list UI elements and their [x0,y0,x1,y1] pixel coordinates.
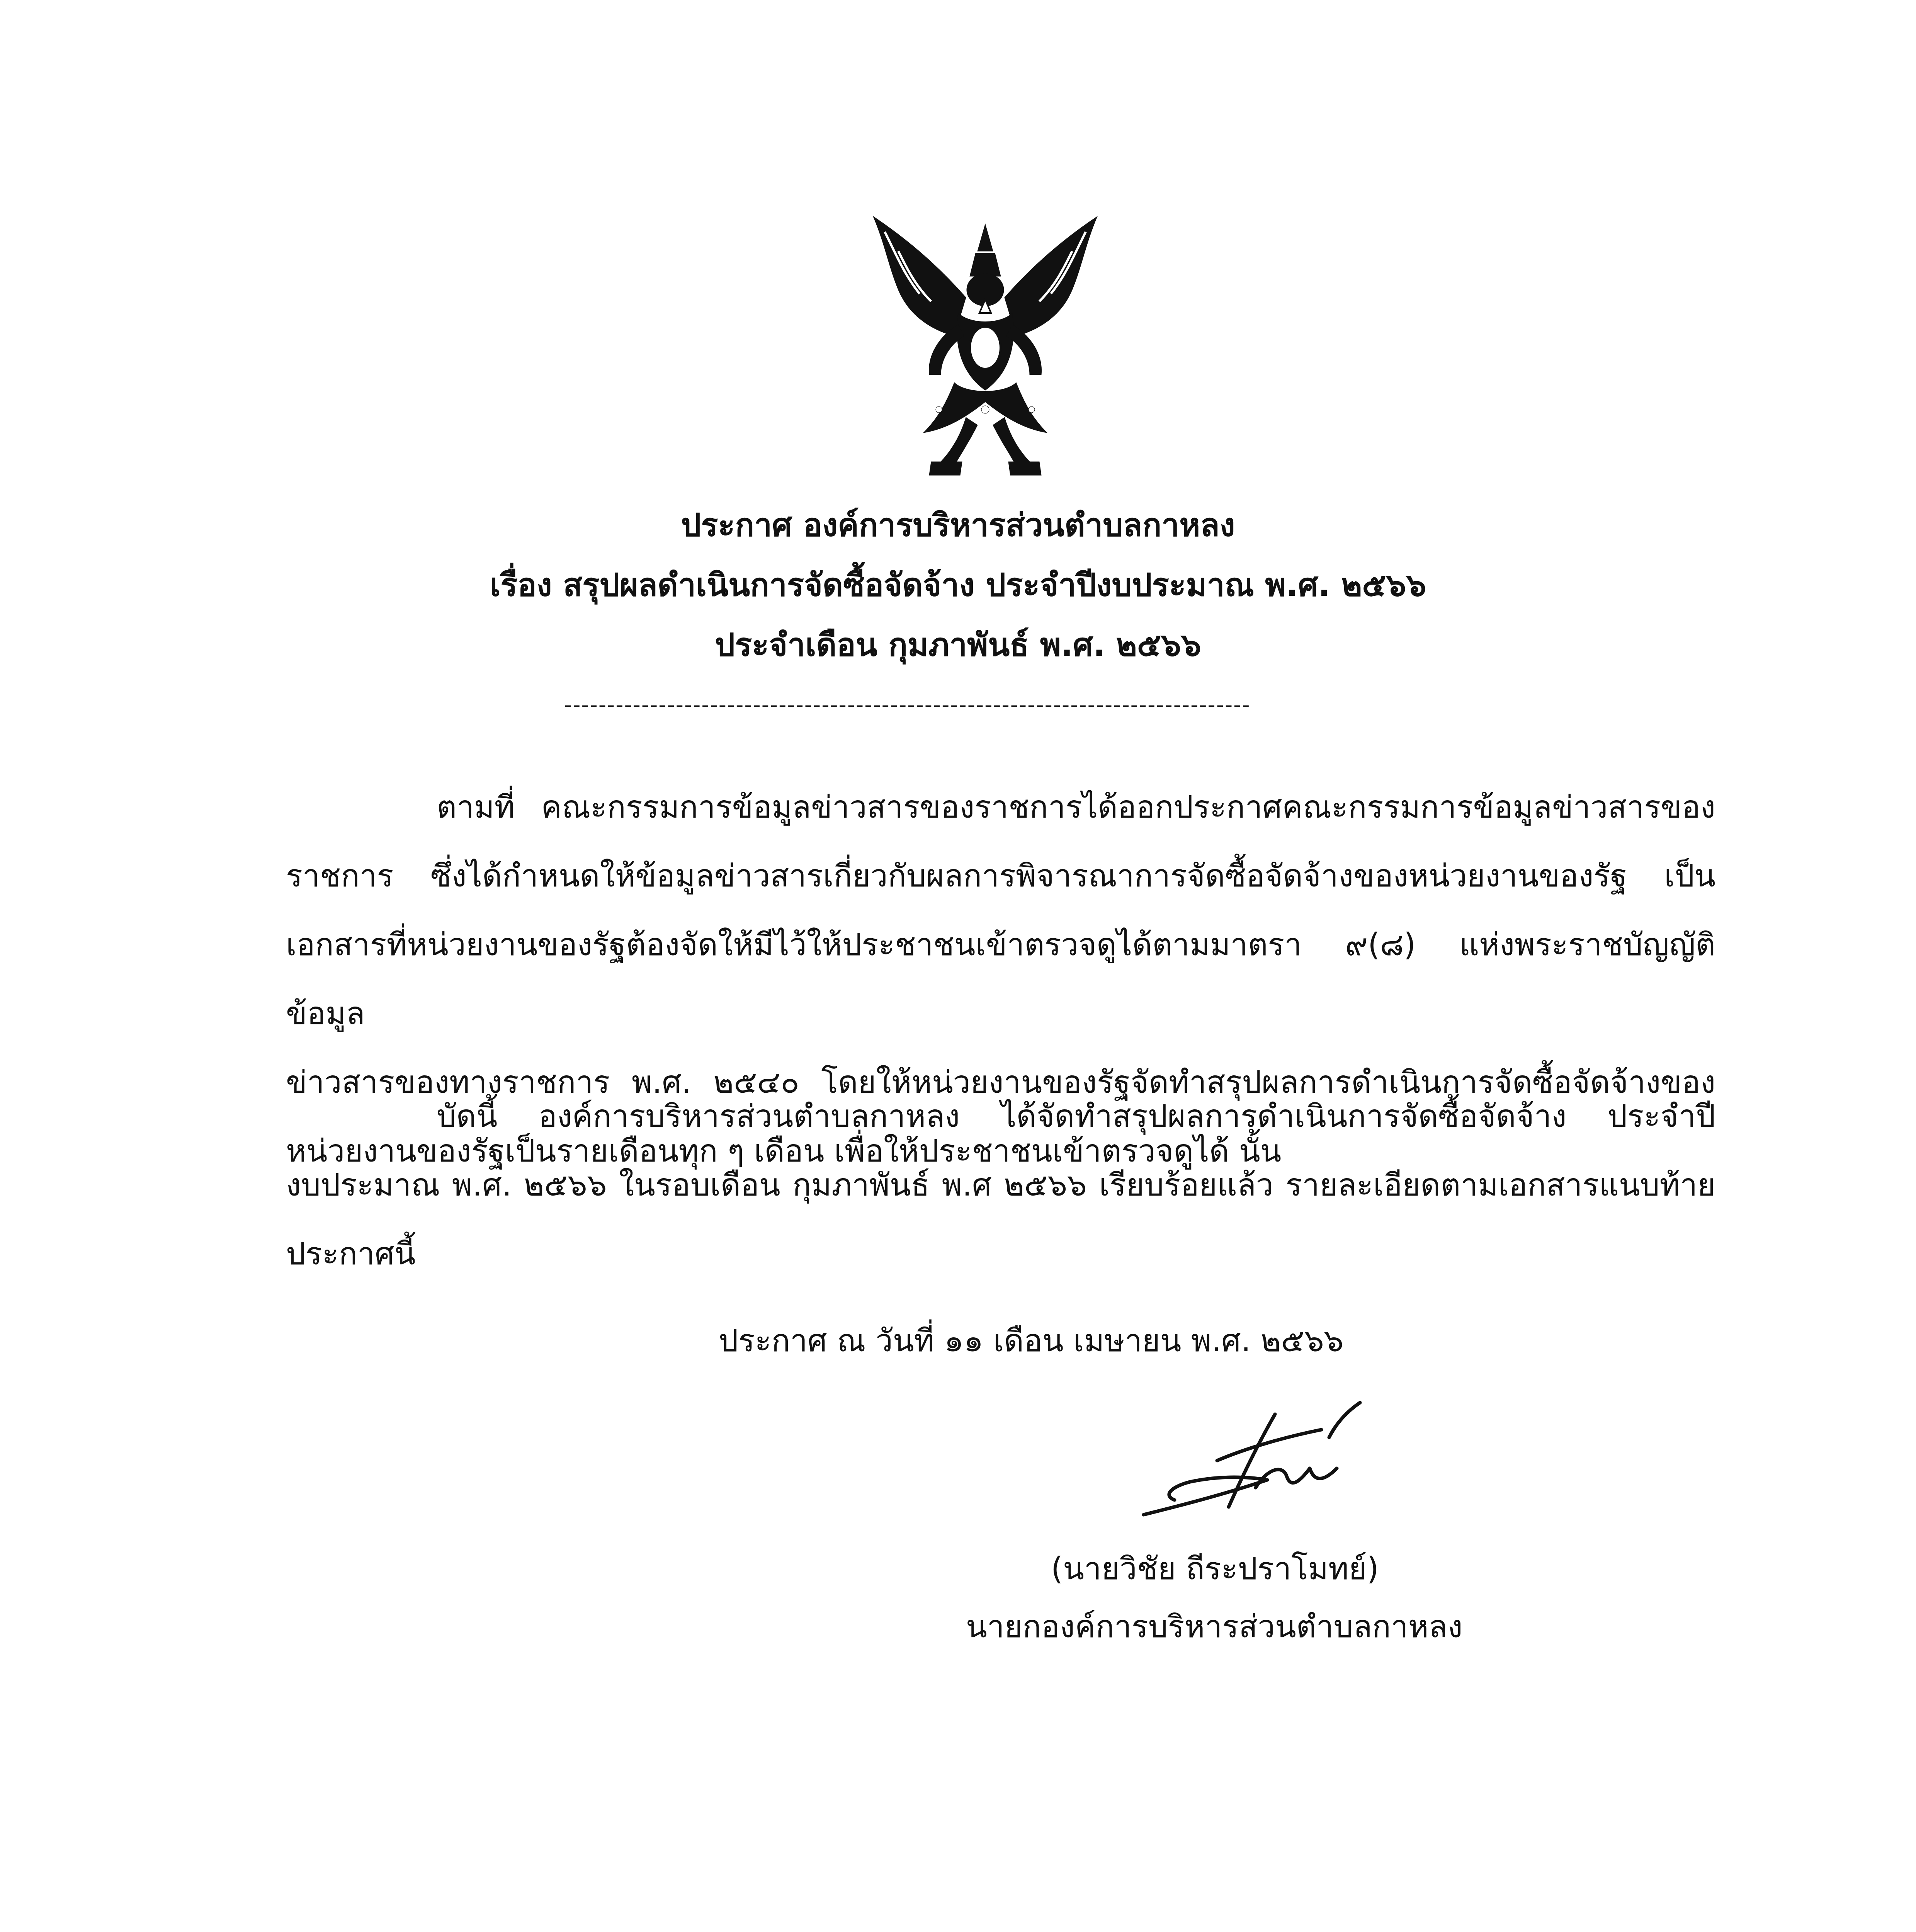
paragraph-line: ตามที่ คณะกรรมการข้อมูลข่าวสารของราชการได้ออกประกาศคณะกรรมการข้อมูลข่าวสารของ [437,789,1715,825]
announcement-subject: เรื่อง สรุปผลดำเนินการจัดซื้อจัดจ้าง ประจำปีงบประมาณ พ.ศ. ๒๕๖๖ [490,567,1426,604]
paragraph-line: เอกสารที่หน่วยงานของรัฐต้องจัดให้มีไว้ให้ประชาชนเข้าตรวจดูได้ตามมาตรา ๙(๘) แห่งพระราชบัญญัติข้อมูล [286,927,1715,1031]
paragraph-line: ข่าวสารของทางราชการ พ.ศ. ๒๕๔๐ โดยให้หน่วยงานของรัฐจัดทำสรุปผลการดำเนินการจัดซื้อจัดจ้างของ [286,1064,1715,1100]
paragraph-line: ราชการ ซึ่งได้กำหนดให้ข้อมูลข่าวสารเกี่ยวกับผลการพิจารณาการจัดซื้อจัดจ้างของหน่วยงานของรัฐ เป็น [286,858,1715,894]
announcement-period: ประจำเดือน กุมภาพันธ์ พ.ศ. ๒๕๖๖ [714,627,1202,663]
announcement-date: ประกาศ ณ วันที่ ๑๑ เดือน เมษายน พ.ศ. ๒๕๖๖ [719,1323,1344,1359]
garuda-emblem-icon [862,209,1109,479]
announcement-title: ประกาศ องค์การบริหารส่วนตำบลกาหลง [681,507,1235,544]
body-paragraph-2 [286,1082,1715,1288]
paragraph-line: หน่วยงานของรัฐเป็นรายเดือนทุก ๆ เดือน เพื่อให้ประชาชนเข้าตรวจดูได้ นั้น [286,1133,1282,1169]
paragraph-line: งบประมาณ พ.ศ. ๒๕๖๖ ในรอบเดือน กุมภาพันธ์ พ.ศ ๒๕๖๖ เรียบร้อยแล้ว รายละเอียดตามเอกสารแนบท้าย [286,1167,1715,1203]
paragraph-line: ประกาศนี้ [286,1236,416,1272]
signer-name: (นายวิชัย ถีระปราโมทย์) [1051,1551,1379,1587]
signer-title: นายกองค์การบริหารส่วนตำบลกาหลง [966,1609,1463,1645]
separator-line: -------------------------------------------------------------------------------- [564,692,1251,718]
paragraph-line: บัดนี้ องค์การบริหารส่วนตำบลกาหลง ได้จัดทำสรุปผลการดำเนินการจัดซื้อจัดจ้าง ประจำปี [437,1098,1715,1134]
handwritten-signature-icon [1128,1399,1368,1530]
